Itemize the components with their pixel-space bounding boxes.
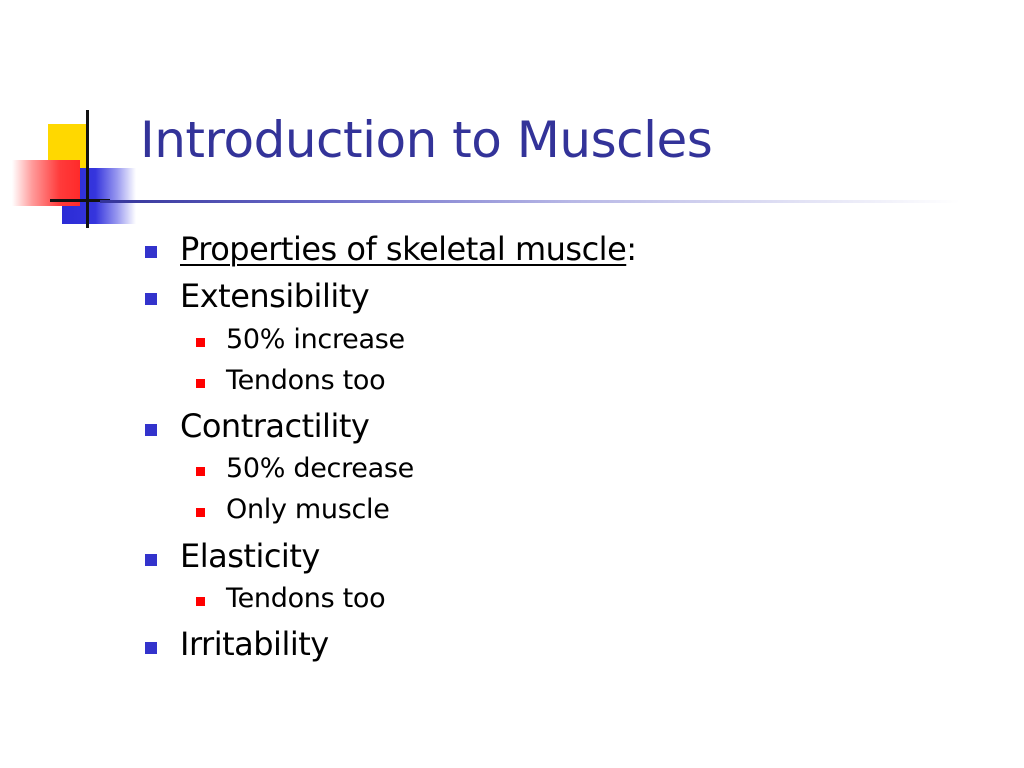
bullet-square-icon	[196, 379, 205, 388]
list-item: Contractility	[180, 407, 370, 445]
list-item	[180, 230, 637, 268]
bullet-square-icon	[145, 293, 157, 305]
bullet-square-icon	[145, 246, 157, 258]
bullet-square-icon	[196, 467, 205, 476]
list-item-suffix: :	[626, 230, 637, 268]
bullet-square-icon	[145, 642, 157, 654]
list-item: Extensibility	[180, 277, 370, 315]
bullet-square-icon	[196, 597, 205, 606]
bullet-square-icon	[196, 508, 205, 517]
list-item: Elasticity	[180, 537, 320, 575]
bullet-square-icon	[145, 424, 157, 436]
list-item: Tendons too	[226, 365, 386, 396]
list-item-text: Properties of skeletal muscle	[180, 230, 627, 268]
list-item: Only muscle	[226, 494, 390, 525]
list-item: 50% increase	[226, 324, 405, 355]
list-item: 50% decrease	[226, 453, 414, 484]
list-item: Irritability	[180, 625, 329, 663]
slide-title: Introduction to Muscles	[140, 111, 713, 169]
bullet-square-icon	[145, 554, 157, 566]
bullet-square-icon	[196, 338, 205, 347]
list-item: Tendons too	[226, 583, 386, 614]
